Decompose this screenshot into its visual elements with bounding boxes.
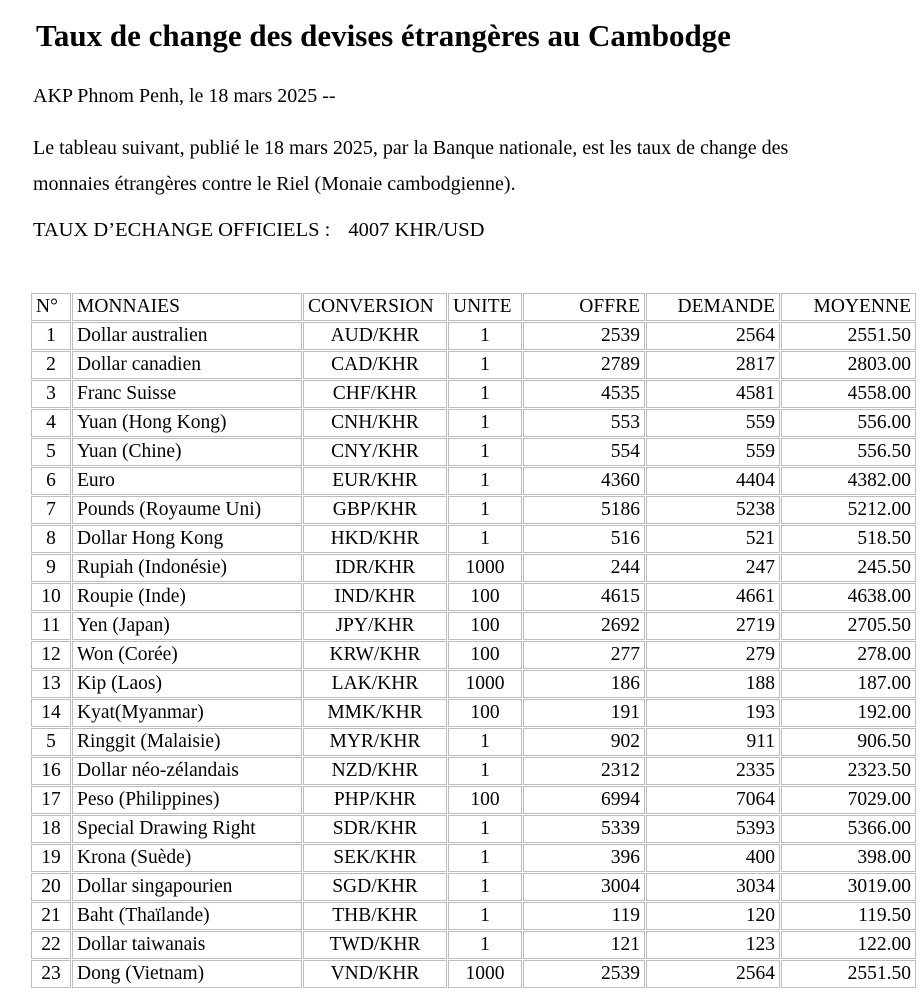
cell-unit: 1000	[448, 670, 522, 698]
cell-demand: 2564	[646, 960, 780, 988]
cell-number: 13	[31, 670, 71, 698]
cell-currency-name: Kip (Laos)	[72, 670, 302, 698]
cell-conversion: AUD/KHR	[303, 322, 447, 350]
cell-offer: 554	[523, 438, 645, 466]
cell-number: 14	[31, 699, 71, 727]
cell-average: 2803.00	[781, 351, 916, 379]
cell-demand: 559	[646, 409, 780, 437]
official-rate-label: TAUX D’ECHANGE OFFICIELS :	[33, 218, 331, 241]
cell-average: 122.00	[781, 931, 916, 959]
cell-offer: 5186	[523, 496, 645, 524]
cell-currency-name: Ringgit (Malaisie)	[72, 728, 302, 756]
table-row	[31, 554, 916, 582]
cell-currency-name: Roupie (Inde)	[72, 583, 302, 611]
table-row	[31, 641, 916, 669]
cell-currency-name: Yen (Japan)	[72, 612, 302, 640]
table-row	[31, 409, 916, 437]
cell-number: 10	[31, 583, 71, 611]
cell-conversion: PHP/KHR	[303, 786, 447, 814]
cell-offer: 4535	[523, 380, 645, 408]
cell-demand: 5393	[646, 815, 780, 843]
cell-currency-name: Dollar taiwanais	[72, 931, 302, 959]
cell-conversion: HKD/KHR	[303, 525, 447, 553]
cell-currency-name: Peso (Philippines)	[72, 786, 302, 814]
cell-conversion: JPY/KHR	[303, 612, 447, 640]
cell-conversion: CNY/KHR	[303, 438, 447, 466]
cell-offer: 277	[523, 641, 645, 669]
cell-currency-name: Dollar canadien	[72, 351, 302, 379]
cell-number: 12	[31, 641, 71, 669]
exchange-rates-table	[30, 292, 917, 989]
page-title: Taux de change des devises étrangères au Cambodge	[36, 18, 731, 53]
cell-unit: 1	[448, 757, 522, 785]
cell-average: 4382.00	[781, 467, 916, 495]
cell-average: 4558.00	[781, 380, 916, 408]
cell-conversion: KRW/KHR	[303, 641, 447, 669]
table-row	[31, 786, 916, 814]
cell-offer: 2312	[523, 757, 645, 785]
cell-average: 278.00	[781, 641, 916, 669]
cell-average: 245.50	[781, 554, 916, 582]
cell-conversion: SGD/KHR	[303, 873, 447, 901]
table-row	[31, 380, 916, 408]
rates-table-body	[31, 322, 916, 988]
cell-demand: 7064	[646, 786, 780, 814]
cell-unit: 1	[448, 380, 522, 408]
cell-currency-name: Euro	[72, 467, 302, 495]
cell-number: 4	[31, 409, 71, 437]
cell-offer: 902	[523, 728, 645, 756]
cell-offer: 2692	[523, 612, 645, 640]
cell-demand: 120	[646, 902, 780, 930]
cell-unit: 1	[448, 844, 522, 872]
cell-demand: 193	[646, 699, 780, 727]
cell-currency-name: Krona (Suède)	[72, 844, 302, 872]
cell-number: 6	[31, 467, 71, 495]
cell-currency-name: Dollar Hong Kong	[72, 525, 302, 553]
cell-offer: 2789	[523, 351, 645, 379]
cell-conversion: NZD/KHR	[303, 757, 447, 785]
cell-conversion: SEK/KHR	[303, 844, 447, 872]
col-header-moyenne: MOYENNE	[781, 293, 916, 321]
cell-unit: 1	[448, 322, 522, 350]
cell-average: 119.50	[781, 902, 916, 930]
cell-number: 9	[31, 554, 71, 582]
cell-demand: 521	[646, 525, 780, 553]
cell-demand: 279	[646, 641, 780, 669]
cell-average: 556.00	[781, 409, 916, 437]
cell-number: 18	[31, 815, 71, 843]
cell-offer: 553	[523, 409, 645, 437]
cell-demand: 4404	[646, 467, 780, 495]
dateline: AKP Phnom Penh, le 18 mars 2025 --	[33, 84, 336, 107]
cell-conversion: EUR/KHR	[303, 467, 447, 495]
cell-currency-name: Dollar singapourien	[72, 873, 302, 901]
table-row	[31, 351, 916, 379]
table-row	[31, 815, 916, 843]
cell-unit: 1000	[448, 554, 522, 582]
table-row	[31, 902, 916, 930]
cell-currency-name: Pounds (Royaume Uni)	[72, 496, 302, 524]
cell-offer: 396	[523, 844, 645, 872]
table-row	[31, 728, 916, 756]
cell-number: 22	[31, 931, 71, 959]
col-header-demande: DEMANDE	[646, 293, 780, 321]
cell-conversion: LAK/KHR	[303, 670, 447, 698]
table-row	[31, 960, 916, 988]
cell-offer: 186	[523, 670, 645, 698]
cell-currency-name: Won (Corée)	[72, 641, 302, 669]
cell-conversion: GBP/KHR	[303, 496, 447, 524]
col-header-conversion: CONVERSION	[303, 293, 447, 321]
table-row	[31, 525, 916, 553]
cell-offer: 4615	[523, 583, 645, 611]
cell-demand: 5238	[646, 496, 780, 524]
cell-conversion: THB/KHR	[303, 902, 447, 930]
cell-unit: 1	[448, 351, 522, 379]
cell-average: 5212.00	[781, 496, 916, 524]
cell-unit: 1	[448, 409, 522, 437]
cell-demand: 559	[646, 438, 780, 466]
cell-unit: 1	[448, 902, 522, 930]
cell-average: 3019.00	[781, 873, 916, 901]
col-header-unite: UNITE	[448, 293, 522, 321]
cell-conversion: TWD/KHR	[303, 931, 447, 959]
cell-number: 11	[31, 612, 71, 640]
cell-conversion: SDR/KHR	[303, 815, 447, 843]
cell-number: 19	[31, 844, 71, 872]
cell-unit: 1	[448, 496, 522, 524]
cell-conversion: CAD/KHR	[303, 351, 447, 379]
cell-conversion: IDR/KHR	[303, 554, 447, 582]
cell-conversion: VND/KHR	[303, 960, 447, 988]
cell-number: 1	[31, 322, 71, 350]
table-row	[31, 670, 916, 698]
cell-average: 906.50	[781, 728, 916, 756]
cell-average: 398.00	[781, 844, 916, 872]
cell-currency-name: Kyat(Myanmar)	[72, 699, 302, 727]
cell-average: 7029.00	[781, 786, 916, 814]
cell-currency-name: Rupiah (Indonésie)	[72, 554, 302, 582]
table-row	[31, 873, 916, 901]
cell-conversion: MMK/KHR	[303, 699, 447, 727]
cell-offer: 244	[523, 554, 645, 582]
cell-currency-name: Baht (Thaïlande)	[72, 902, 302, 930]
cell-demand: 4661	[646, 583, 780, 611]
cell-demand: 123	[646, 931, 780, 959]
cell-number: 23	[31, 960, 71, 988]
cell-currency-name: Yuan (Chine)	[72, 438, 302, 466]
official-rate-value: 4007 KHR/USD	[348, 218, 485, 241]
cell-currency-name: Dong (Vietnam)	[72, 960, 302, 988]
cell-conversion: CNH/KHR	[303, 409, 447, 437]
cell-demand: 247	[646, 554, 780, 582]
cell-offer: 4360	[523, 467, 645, 495]
intro-line-1: Le tableau suivant, publié le 18 mars 2025, par la Banque nationale, est les taux de change des	[33, 136, 789, 159]
table-row	[31, 612, 916, 640]
cell-demand: 400	[646, 844, 780, 872]
table-row	[31, 438, 916, 466]
cell-unit: 1	[448, 728, 522, 756]
intro-paragraph	[33, 130, 921, 202]
cell-currency-name: Dollar australien	[72, 322, 302, 350]
cell-demand: 911	[646, 728, 780, 756]
cell-average: 2551.50	[781, 960, 916, 988]
intro-line-2: monnaies étrangères contre le Riel (Monaie cambodgienne).	[33, 172, 516, 195]
cell-currency-name: Dollar néo-zélandais	[72, 757, 302, 785]
cell-average: 518.50	[781, 525, 916, 553]
cell-average: 4638.00	[781, 583, 916, 611]
table-row	[31, 699, 916, 727]
cell-unit: 100	[448, 612, 522, 640]
cell-number: 17	[31, 786, 71, 814]
cell-number: 5	[31, 728, 71, 756]
table-row	[31, 757, 916, 785]
cell-currency-name: Franc Suisse	[72, 380, 302, 408]
cell-average: 187.00	[781, 670, 916, 698]
cell-conversion: IND/KHR	[303, 583, 447, 611]
cell-offer: 2539	[523, 960, 645, 988]
cell-number: 16	[31, 757, 71, 785]
cell-unit: 100	[448, 641, 522, 669]
cell-average: 2705.50	[781, 612, 916, 640]
official-rate-line	[33, 218, 921, 242]
cell-average: 5366.00	[781, 815, 916, 843]
table-row	[31, 931, 916, 959]
cell-number: 2	[31, 351, 71, 379]
cell-number: 3	[31, 380, 71, 408]
cell-offer: 6994	[523, 786, 645, 814]
cell-number: 20	[31, 873, 71, 901]
cell-demand: 188	[646, 670, 780, 698]
cell-average: 2323.50	[781, 757, 916, 785]
cell-demand: 4581	[646, 380, 780, 408]
cell-offer: 3004	[523, 873, 645, 901]
cell-unit: 100	[448, 786, 522, 814]
table-row	[31, 583, 916, 611]
cell-demand: 2719	[646, 612, 780, 640]
cell-demand: 2335	[646, 757, 780, 785]
cell-demand: 3034	[646, 873, 780, 901]
table-row	[31, 496, 916, 524]
table-row	[31, 467, 916, 495]
cell-offer: 191	[523, 699, 645, 727]
cell-number: 8	[31, 525, 71, 553]
col-header-no: N°	[31, 293, 71, 321]
cell-number: 5	[31, 438, 71, 466]
cell-unit: 1	[448, 525, 522, 553]
cell-average: 556.50	[781, 438, 916, 466]
cell-offer: 121	[523, 931, 645, 959]
cell-demand: 2564	[646, 322, 780, 350]
cell-unit: 1000	[448, 960, 522, 988]
table-row	[31, 322, 916, 350]
cell-offer: 5339	[523, 815, 645, 843]
col-header-offre: OFFRE	[523, 293, 645, 321]
cell-currency-name: Yuan (Hong Kong)	[72, 409, 302, 437]
cell-offer: 119	[523, 902, 645, 930]
cell-unit: 100	[448, 699, 522, 727]
table-row	[31, 844, 916, 872]
cell-conversion: CHF/KHR	[303, 380, 447, 408]
cell-offer: 516	[523, 525, 645, 553]
cell-number: 7	[31, 496, 71, 524]
cell-average: 2551.50	[781, 322, 916, 350]
cell-number: 21	[31, 902, 71, 930]
table-header-row	[31, 293, 916, 321]
cell-average: 192.00	[781, 699, 916, 727]
cell-demand: 2817	[646, 351, 780, 379]
col-header-monnaies: MONNAIES	[72, 293, 302, 321]
cell-unit: 100	[448, 583, 522, 611]
cell-offer: 2539	[523, 322, 645, 350]
cell-conversion: MYR/KHR	[303, 728, 447, 756]
cell-unit: 1	[448, 815, 522, 843]
cell-currency-name: Special Drawing Right	[72, 815, 302, 843]
cell-unit: 1	[448, 873, 522, 901]
cell-unit: 1	[448, 931, 522, 959]
cell-unit: 1	[448, 438, 522, 466]
cell-unit: 1	[448, 467, 522, 495]
